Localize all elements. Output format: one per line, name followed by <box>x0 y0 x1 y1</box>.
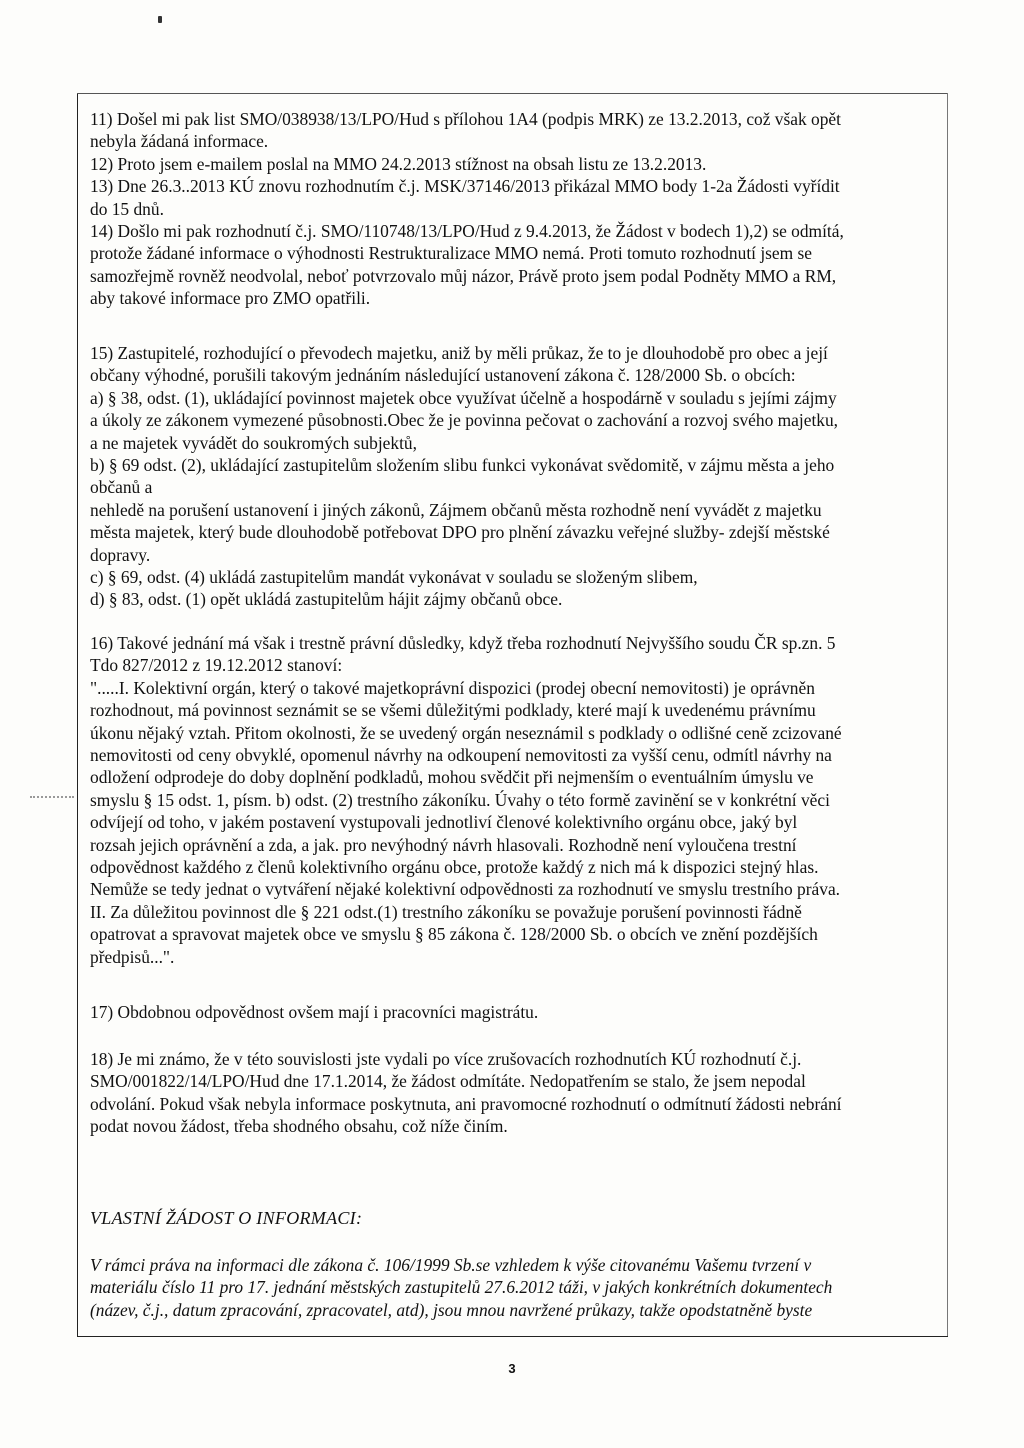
paragraph-17: 17) Obdobnou odpovědnost ovšem mají i pracovníci magistrátu. <box>90 1002 539 1022</box>
paragraph-18: 18) Je mi známo, že v této souvislosti jste vydali po více zrušovacích rozhodnutích KÚ rozhodnutí č.j. SMO/001822/14/LPO/Hud dne 17.1.2014, že žádost odmítáte. Nedopatřením se stalo, že jsem nepodal odvolání. Pokud však nebyla informace poskytnuta, ani pravomocné rozhodnutí o odmítnutí žádosti nebrání podat novou žádost, třeba shodného obsahu, což níže činím. <box>90 1049 842 1137</box>
paragraphs-11-to-14: 11) Došel mi pak list SMO/038938/13/LPO/Hud s přílohou 1A4 (podpis MRK) ze 13.2.2013, což však opět nebyla žádaná informace. 12) Proto jsem e-mailem poslal na MMO 24.2.2013 stížnost na obsah listu ze 13.2.2013. 13) Dne 26.3..2013 KÚ znovu rozhodnutím č.j. MSK/37146/2013 přikázal MMO body 1-2a Žádosti vyřídit do 15 dnů. 14) Došlo mi pak rozhodnutí č.j. SMO/110748/13/LPO/Hud z 9.4.2013, že Žádost v bodech 1),2) se odmítá, protože žádané informace o výhodnosti Restrukturalizace MMO nemá. Proti tomuto rozhodnutí jsem se samozřejmě rovněž neodvolal, neboť potvrzovalo můj názor, Právě proto jsem podal Podněty MMO a RM, aby takové informace pro ZMO opatřili. <box>90 109 844 309</box>
margin-dots <box>30 796 74 798</box>
page-number: 3 <box>508 1361 516 1376</box>
scan-speck <box>158 16 162 23</box>
page-frame-right <box>947 93 948 1336</box>
paragraph-16: 16) Takové jednání má však i trestně právní důsledky, když třeba rozhodnutí Nejvyššího soudu ČR sp.zn. 5 Tdo 827/2012 z 19.12.2012 stanoví: ".....I. Kolektivní orgán, který o takové majetkoprávní dispozici (prodej obecní nemovitosti) je oprávněn rozhodnout, má povinnost seznámit se se všemi důležitými podklady, které mají k uvedenému právnímu úkonu nějaký vztah. Přitom okolnosti, že se uvedený orgán neseznámil s podklady o odlišné ceně zcizované nemovitosti od ceny obvyklé, opomenul návrhy na odkoupení nemovitosti za vyšší cenu, odmítl návrhy na odložení odprodeje do doby doplnění podkladů, mohou svědčit při nejmenším o eventuálním úmyslu ve smyslu § 15 odst. 1, písm. b) odst. (2) trestního zákoníku. Úvahy o této formě zavinění se v konkrétní věci odvíjejí od toho, v jakém postavení vystupovali jednotliví členové kolektivního orgánu obce, jaký byl rozsah jejich oprávnění a zda, a jak. pro nevýhodný návrh hlasovali. Rozhodně není vyloučena trestní odpovědnost každého z členů kolektivního orgánu obce, protože každý z nich má k dispozici stejný hlas. Nemůže se tedy jednat o vytváření nějaké kolektivní odpovědnosti za rozhodnutí ve smyslu trestního práva. II. Za důležitou povinnost dle § 221 odst.(1) trestního zákoníku se považuje porušení povinnosti řádně opatrovat a spravovat majetek obce ve smyslu § 85 zákona č. 128/2000 Sb. o obcích ve znění pozdějších předpisů...". <box>90 633 842 967</box>
section-heading: VLASTNÍ ŽÁDOST O INFORMACI: <box>90 1208 363 1228</box>
paragraph-15: 15) Zastupitelé, rozhodující o převodech majetku, aniž by měli průkaz, že to je dlouhodobě pro obec a její občany výhodné, porušili takovým jednáním následující ustanovení zákona č. 128/2000 Sb. o obcích: a) § 38, odst. (1), ukládající povinnost majetek obce využívat účelně a hospodárně v souladu s jejími zájmy a úkoly ze zákonem vymezené působnosti.Obec že je povinna pečovat o zachování a rozvoj svého majetku, a ne majetek vyvádět do soukromých subjektů, b) § 69 odst. (2), ukládající zastupitelům složením slibu funkci vykonávat svědomitě, v zájmu města a jeho občanů a nehledě na porušení ustanovení i jiných zákonů, Zájmem občanů města rozhodně není vyvádět z majetku města majetek, který bude dlouhodobě potřebovat DPO pro plnění závazku veřejné služby- zdejší městské dopravy. c) § 69, odst. (4) ukládá zastupitelům mandát vykonávat v souladu se složeným slibem, d) § 83, odst. (1) opět ukládá zastupitelům hájit zájmy občanů obce. <box>90 343 839 610</box>
request-text: V rámci práva na informaci dle zákona č. 106/1999 Sb.se vzhledem k výše citovanému Vašemu tvrzení v materiálu číslo 11 pro 17. jednání městských zastupitelů 27.6.2012 táži, v jakých konkrétních dokumentech (název, č.j., datum zpracování, zpracovatel, atd), jsou mnou navržené průkazy, takže opodstatněně byste <box>90 1255 833 1320</box>
page-frame-top <box>77 93 947 94</box>
